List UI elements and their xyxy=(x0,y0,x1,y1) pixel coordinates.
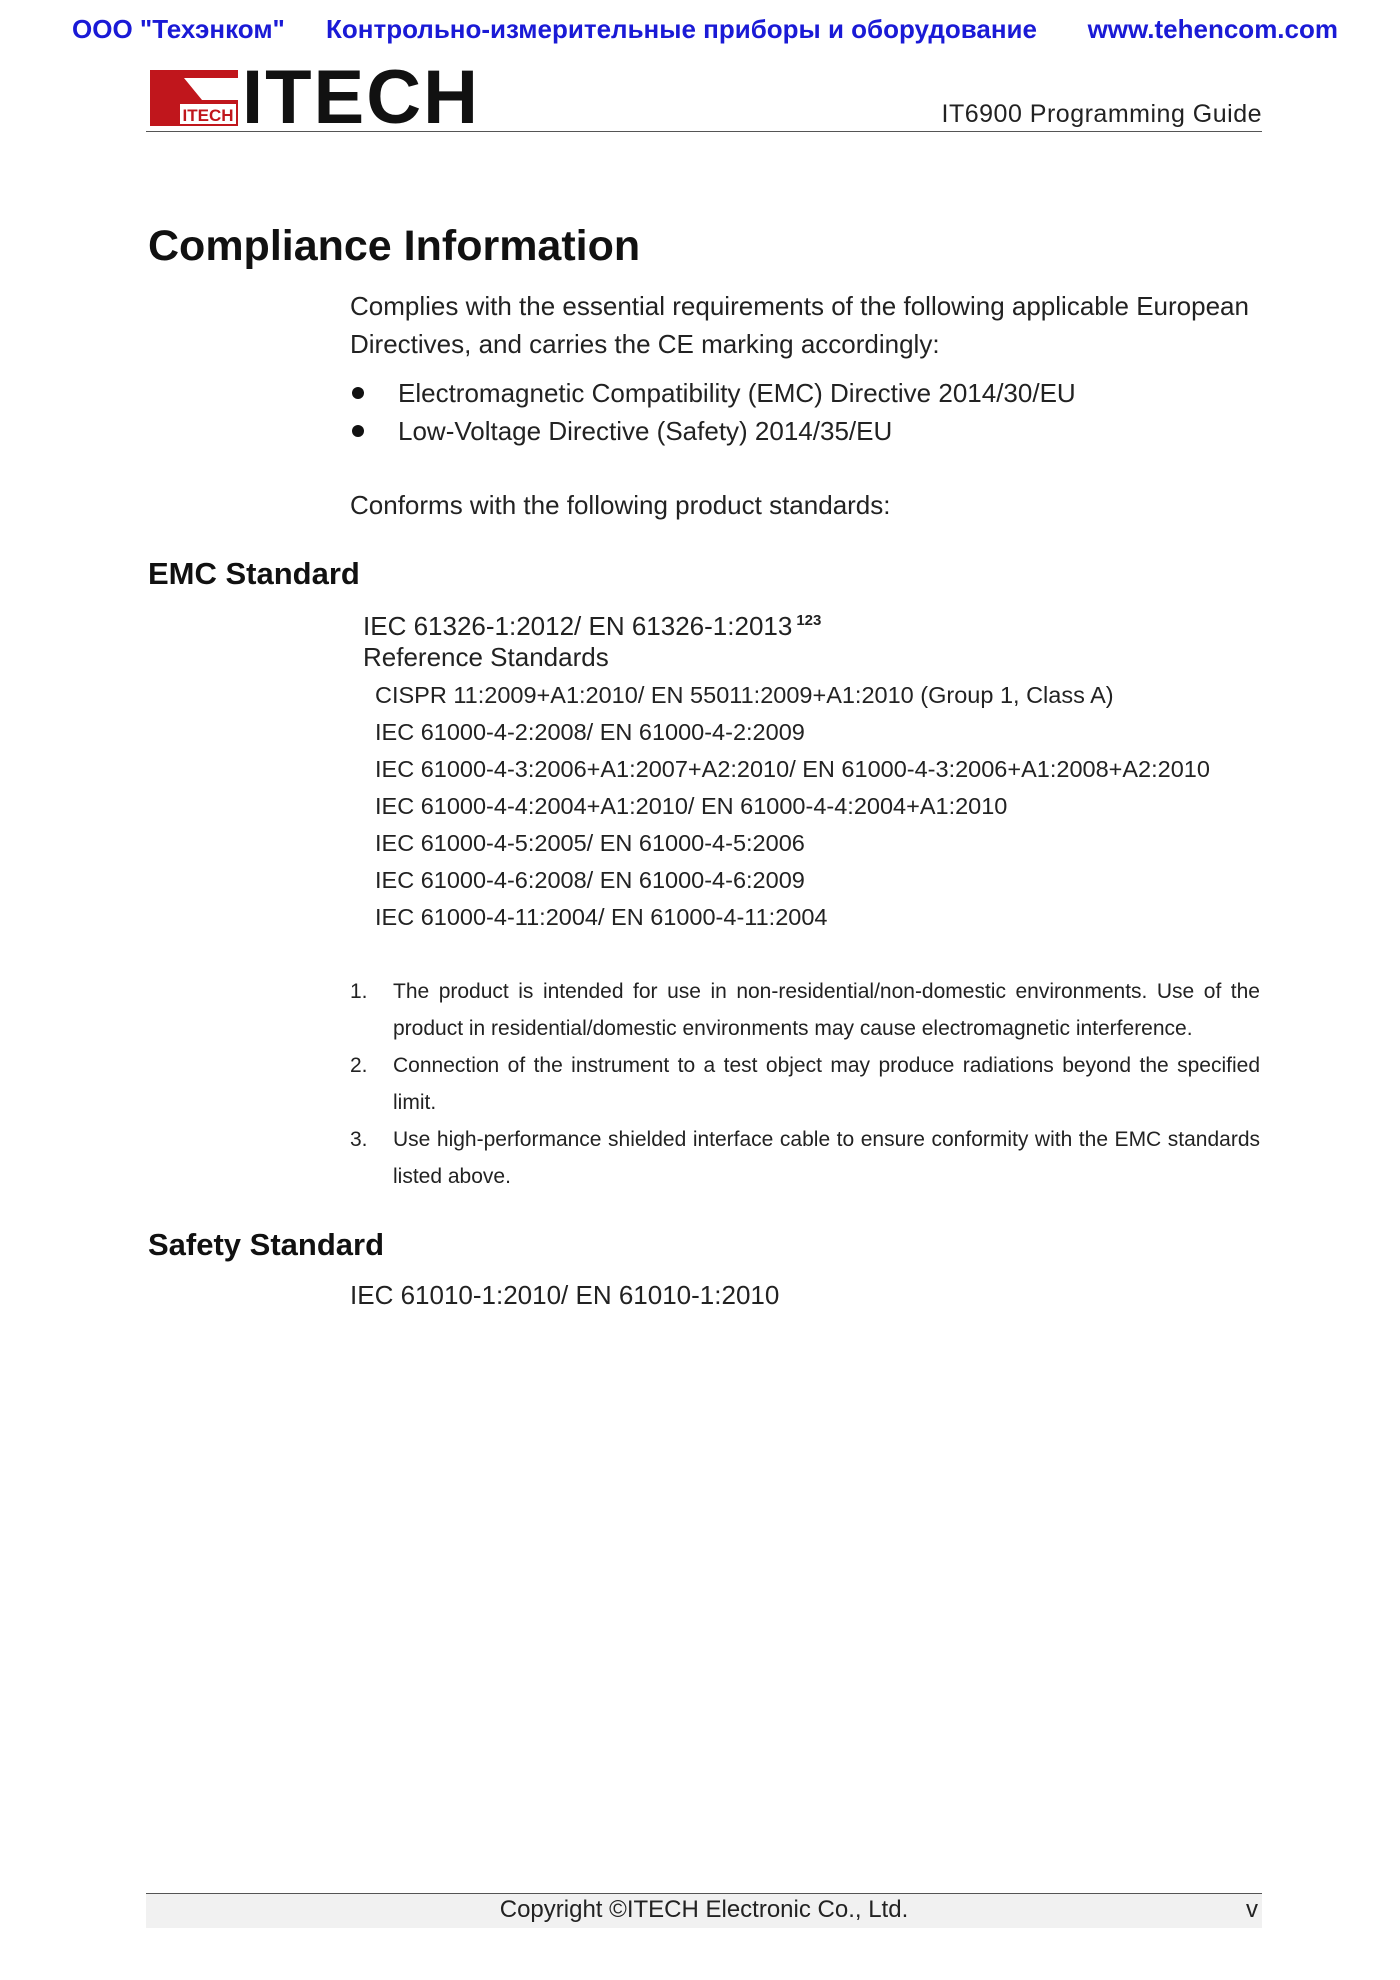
note-number: 1. xyxy=(350,980,368,1003)
guide-title: IT6900 Programming Guide xyxy=(941,100,1262,128)
conforms-paragraph: Conforms with the following product standards: xyxy=(350,490,891,520)
emc-main-standard xyxy=(363,603,821,644)
list-item: IEC 61000-4-3:2006+A1:2007+A2:2010/ EN 61000-4-3:2006+A1:2008+A2:2010 xyxy=(375,756,1210,782)
emc-notes-list xyxy=(350,973,1260,1195)
emc-main-standard-text: IEC 61326-1:2012/ EN 61326-1:2013 xyxy=(363,611,793,641)
page-title: Compliance Information xyxy=(148,222,641,270)
list-item: IEC 61000-4-6:2008/ EN 61000-4-6:2009 xyxy=(375,867,805,893)
note-number: 2. xyxy=(350,1054,368,1077)
bullet-dot-icon xyxy=(352,387,364,399)
note-number: 3. xyxy=(350,1128,368,1151)
note-text: The product is intended for use in non-residential/non-domestic environments. Use of the product in residential/domestic environments may cause electromagnetic interference. xyxy=(393,980,1260,1040)
emc-footnote-refs: 123 xyxy=(796,612,822,629)
list-item: CISPR 11:2009+A1:2010/ EN 55011:2009+A1:2010 (Group 1, Class A) xyxy=(375,682,1114,708)
bullet-dot-icon xyxy=(352,425,364,437)
list-item xyxy=(350,973,1260,1047)
list-item xyxy=(350,1047,1260,1121)
top-banner xyxy=(0,14,1400,48)
safety-standard: IEC 61010-1:2010/ EN 61010-1:2010 xyxy=(350,1280,780,1310)
page-footer xyxy=(146,1893,1262,1928)
emc-heading: EMC Standard xyxy=(148,556,360,591)
note-text: Connection of the instrument to a test object may produce radiations beyond the specified limit. xyxy=(393,1054,1260,1114)
footer-copyright: Copyright ©ITECH Electronic Co., Ltd. xyxy=(499,1896,909,1923)
header-divider xyxy=(146,131,1262,132)
banner-company: ООО "Техэнком" xyxy=(72,14,285,44)
banner-slogan: Контрольно-измерительные приборы и оборудование xyxy=(326,14,1037,44)
itech-logo-mark-icon xyxy=(150,70,238,126)
safety-heading: Safety Standard xyxy=(148,1227,385,1262)
page-number: v xyxy=(1246,1896,1258,1923)
list-item xyxy=(350,1121,1260,1195)
reference-standards-title: Reference Standards xyxy=(363,642,609,672)
intro-paragraph: Complies with the essential requirements of the following applicable European Directives, and carries the CE marking accordingly: xyxy=(350,291,1249,359)
note-text: Use high-performance shielded interface cable to ensure conformity with the EMC standards listed above. xyxy=(393,1128,1260,1188)
reference-standards-list xyxy=(375,677,1210,936)
banner-website-link[interactable]: www.tehencom.com xyxy=(1087,14,1338,44)
logo-mark-text: ITECH xyxy=(182,106,234,125)
logo-wordmark: ITECH xyxy=(242,55,480,140)
list-item: IEC 61000-4-4:2004+A1:2010/ EN 61000-4-4:2004+A1:2010 xyxy=(375,793,1008,819)
list-item: IEC 61000-4-11:2004/ EN 61000-4-11:2004 xyxy=(375,904,828,930)
list-item: IEC 61000-4-5:2005/ EN 61000-4-5:2006 xyxy=(375,830,805,856)
directives-list xyxy=(350,374,1076,450)
list-item xyxy=(350,412,1076,450)
directive-text: Electromagnetic Compatibility (EMC) Directive 2014/30/EU xyxy=(398,378,1076,408)
list-item xyxy=(350,374,1076,412)
directive-text: Low-Voltage Directive (Safety) 2014/35/EU xyxy=(398,416,893,446)
list-item: IEC 61000-4-2:2008/ EN 61000-4-2:2009 xyxy=(375,719,805,745)
